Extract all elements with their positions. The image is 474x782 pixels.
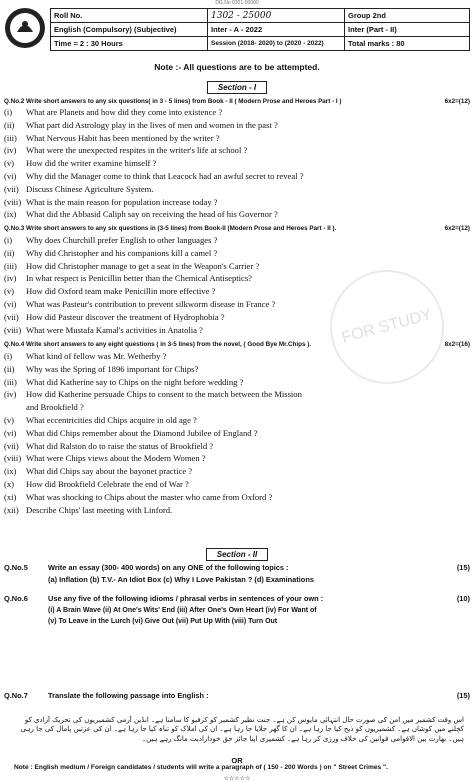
question-text: What did Chips say about the bayonet practice ?	[26, 466, 193, 477]
question-number: (vi)	[4, 427, 17, 438]
question-text: How did Brookfield Celebrate the end of War ?	[26, 478, 189, 489]
question-number: (xii)	[4, 504, 19, 515]
time-label: Time = 2 : 30 Hours	[51, 37, 208, 51]
question-text: What are Planets and how did they come into existence ?	[26, 107, 223, 117]
question-item	[4, 157, 470, 170]
header-table	[50, 8, 470, 51]
q7-block: Q.No.7 Translate the following passage into English : (15)	[4, 691, 470, 700]
question-text: What did the Abbasid Caliph say on receiving the head of his Governor ?	[26, 209, 278, 220]
question-text: What did Katherine say to Chips on the night before wedding ?	[26, 376, 244, 387]
question-text: What was shocking to Chips about the master who came from Oxford ?	[26, 491, 273, 502]
question-item	[4, 414, 470, 427]
question-number: (iv)	[4, 389, 17, 400]
q4-heading: Q.No.4 Write short answers to any eight questions ( in 3-5 lines) from the novel, ( Good Bye Mr.Chips ). 8x2=(16)	[4, 341, 470, 348]
question-item	[4, 465, 470, 478]
q2-list	[4, 106, 470, 221]
question-number: (i)	[4, 235, 13, 245]
paper-code: 1302 - 25000	[208, 9, 345, 23]
urdu-passage: اس وقت کشمیر میں امن کی صورت حال انتہائی مایوس کن ہے۔ جنت نظیر کشمیر کو کرفیو کا سامنا ہے۔ انڈین آرمی کشمیریوں کی تحریک آزادی کو کچلنے میں کوشاں ہے۔ کشمیریوں کو ذبح کیا جا رہا ہے۔ ان کا گھر جلایا جا رہا ہے۔ ان کی املاک کو تباہ کیا جا رہا ہے۔ ان کی عزتیں پامال کی جا رہی ہیں۔ بھارت بین الاقوامی قوانین کی خلاف ورزی کر رہا ہے۔ کشمیری اپنا جائز حق خودارادیت مانگ رہے ہیں۔	[20, 716, 464, 743]
question-text: Why did Christopher and his companions kill a camel ?	[26, 247, 218, 258]
question-text: Why did the Manager come to think that Leacock had an awful secret to reveal ?	[26, 170, 304, 181]
question-text: How did the writer examine himself ?	[26, 158, 157, 169]
total-marks: Total marks : 80	[345, 37, 470, 51]
question-number: (ix)	[4, 466, 17, 477]
question-text: In what respect is Penicillin better than the Chemical Antiseptics?	[26, 273, 253, 284]
q3-heading: Q.No.3 Write short answers to any six questions in (3-5 lines) from Book-II (Modern Prose and Heroes Part - II ). 6x2=(12)	[4, 225, 470, 232]
subject-label: English (Compulsory) (Subjective)	[51, 23, 208, 37]
roll-no-label: Roll No.	[51, 9, 208, 23]
question-number: (vii)	[4, 311, 19, 322]
question-item	[4, 183, 470, 196]
question-number: (ii)	[4, 247, 15, 258]
question-number: (viii)	[4, 324, 22, 335]
question-number	[4, 401, 26, 414]
question-text: Why does Churchill prefer English to other languages ?	[26, 235, 218, 245]
part-label: Inter (Part - II)	[345, 23, 470, 37]
question-item	[4, 452, 470, 465]
section-1-heading: Section - I	[0, 77, 474, 95]
q6-block: Q.No.6 Use any five of the following idioms / phrasal verbs in sentences of your own : (10) (i) A Brain Wave (ii) At One's Wits' End (iii) After One's Own Heart (iv) For Want of (v) To Leave in the Lurch (vi) Give Out (vii) Put Up With (viii) Turn Out	[4, 594, 470, 625]
question-number: (iii)	[4, 132, 17, 143]
question-item	[4, 247, 470, 260]
question-item	[4, 208, 470, 221]
or-label: OR	[231, 756, 243, 765]
foreign-candidates-note: Note : English medium / Foreign candidates / students will write a paragraph of ( 150 - 200 Words ) on " Street Crimes ".	[14, 764, 388, 771]
question-item	[4, 478, 470, 491]
question-item	[4, 234, 470, 247]
question-text: What was Pasteur's contribution to prevent silkworm disease in France ?	[26, 298, 276, 309]
question-number: (viii)	[4, 196, 22, 207]
watermark: FOR STUDY	[317, 257, 457, 397]
question-number: (iv)	[4, 145, 17, 156]
general-note: Note :- All questions are to be attempted.	[154, 62, 320, 72]
q5-block: Q.No.5 Write an essay (300- 400 words) on any ONE of the following topics : (15) (a) Inflation (b) T.V.- An Idiot Box (c) Why I Love Pakistan ? (d) Examinations	[4, 563, 470, 584]
question-number: (iv)	[4, 273, 17, 284]
question-item	[4, 106, 470, 119]
question-text: How did Katherine persuade Chips to consent to the match between the Mission	[26, 389, 302, 400]
question-text: What were Mustafa Kamal's activities in Anatolia ?	[26, 324, 203, 335]
question-text: What part did Astrology play in the lives of men and women in the past ?	[26, 119, 278, 130]
question-text: What eccentricities did Chips acquire in old age ?	[26, 414, 197, 425]
question-item	[4, 440, 470, 453]
question-number: (v)	[4, 158, 15, 169]
question-text: What did Chips remember about the Diamond Jubilee of England ?	[26, 427, 258, 438]
question-number: (viii)	[4, 453, 22, 464]
question-item	[4, 170, 470, 183]
question-text: and Brookfield ?	[26, 402, 84, 413]
question-number: (x)	[4, 478, 15, 489]
question-number: (v)	[4, 286, 15, 297]
question-text: What is the main reason for population increase today ?	[26, 196, 218, 207]
question-text: What kind of fellow was Mr. Wetherby ?	[26, 351, 167, 361]
question-number: (vii)	[4, 183, 19, 194]
question-number: (i)	[4, 107, 13, 117]
question-number: (ix)	[4, 209, 17, 220]
question-number: (i)	[4, 351, 13, 361]
question-item	[4, 132, 470, 145]
question-text: How did Oxford team make Penicillin more effective ?	[26, 286, 216, 297]
question-item	[4, 119, 470, 132]
board-logo-icon	[3, 6, 47, 50]
question-text: Why was the Spring of 1896 important for Chips?	[26, 363, 199, 374]
end-stars: ☆☆☆☆☆	[223, 776, 251, 782]
question-item	[4, 504, 470, 517]
top-code: DG.No 0301-00000	[215, 0, 259, 6]
question-text: How did Christopher manage to get a seat in the Weapon's Carrier ?	[26, 260, 260, 271]
question-text: What Nervous Habit has been mentioned by the writer ?	[26, 132, 220, 143]
question-number: (vi)	[4, 170, 17, 181]
question-number: (v)	[4, 414, 15, 425]
question-item	[4, 388, 470, 401]
question-number: (iii)	[4, 376, 17, 387]
section-2-heading: Section - II	[0, 544, 474, 562]
question-number: (vi)	[4, 298, 17, 309]
question-number: (vii)	[4, 440, 19, 451]
question-text: What were the unexpected respites in the writer's life at school ?	[26, 145, 248, 156]
question-number: (xi)	[4, 491, 17, 502]
question-item	[4, 427, 470, 440]
question-text: What did Ralston do to raise the status of Brookfield ?	[26, 440, 214, 451]
question-item	[4, 491, 470, 504]
session-label: Session (2018- 2020) to (2020 - 2022)	[208, 37, 345, 51]
question-text: How did Pasteur discover the treatment of Hydrophobia ?	[26, 311, 225, 322]
question-text: What were Chips views about the Modern Women ?	[26, 453, 206, 464]
question-item	[4, 401, 470, 414]
exam-label: Inter - A - 2022	[208, 23, 345, 37]
question-number: (ii)	[4, 363, 15, 374]
question-text: Discuss Chinese Agriculture System.	[26, 183, 154, 194]
question-number: (ii)	[4, 119, 15, 130]
group-label: Group 2nd	[345, 9, 470, 23]
question-number: (iii)	[4, 260, 17, 271]
q2-heading: Q.No.2 Write short answers to any six questions( in 3 - 5 lines) from Book - II ( Modern Prose and Heroes Part - I ) 6x2=(12)	[4, 98, 470, 105]
question-item	[4, 196, 470, 209]
question-text: Describe Chips' last meeting with Linford.	[26, 504, 173, 515]
question-item	[4, 144, 470, 157]
